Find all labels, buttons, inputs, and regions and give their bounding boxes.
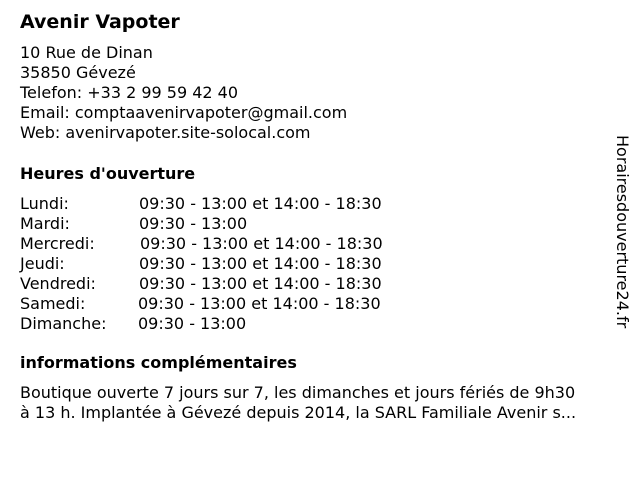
day-label: Jeudi: (20, 254, 65, 273)
time-range: 09:30 - 13:00 et 14:00 - 18:30 (139, 254, 382, 273)
email-address[interactable]: Email: comptaavenirvapoter@gmail.com (20, 103, 348, 122)
day-label: Mardi: (20, 214, 70, 233)
business-contact (20, 43, 347, 143)
address-postal-city: 35850 Gévezé (20, 63, 136, 82)
day-label: Dimanche: (20, 314, 107, 333)
day-label: Samedi: (20, 294, 86, 313)
site-watermark: Horairesdouverture24.fr (613, 135, 632, 329)
day-label: Lundi: (20, 194, 69, 213)
info-line-2: à 13 h. Implantée à Gévezé depuis 2014, la SARL Familiale Avenir s... (20, 403, 577, 422)
time-range: 09:30 - 13:00 et 14:00 - 18:30 (138, 294, 381, 313)
info-description (20, 383, 632, 423)
time-range: 09:30 - 13:00 et 14:00 - 18:30 (139, 194, 382, 213)
day-label: Mercredi: (20, 234, 95, 253)
hours-heading: Heures d'ouverture (20, 164, 196, 183)
phone-number[interactable]: Telefon: +33 2 99 59 42 40 (20, 83, 239, 102)
address-street: 10 Rue de Dinan (20, 43, 153, 62)
time-range: 09:30 - 13:00 et 14:00 - 18:30 (140, 234, 383, 253)
info-line-1: Boutique ouverte 7 jours sur 7, les dimanches et jours fériés de 9h30 (20, 383, 576, 402)
time-range: 09:30 - 13:00 (139, 214, 248, 233)
info-heading: informations complémentaires (20, 353, 297, 372)
day-label: Vendredi: (20, 274, 96, 293)
time-range: 09:30 - 13:00 et 14:00 - 18:30 (139, 274, 382, 293)
business-name: Avenir Vapoter (20, 11, 180, 33)
time-range: 09:30 - 13:00 (138, 314, 247, 333)
website[interactable]: Web: avenirvapoter.site-solocal.com (20, 123, 311, 142)
